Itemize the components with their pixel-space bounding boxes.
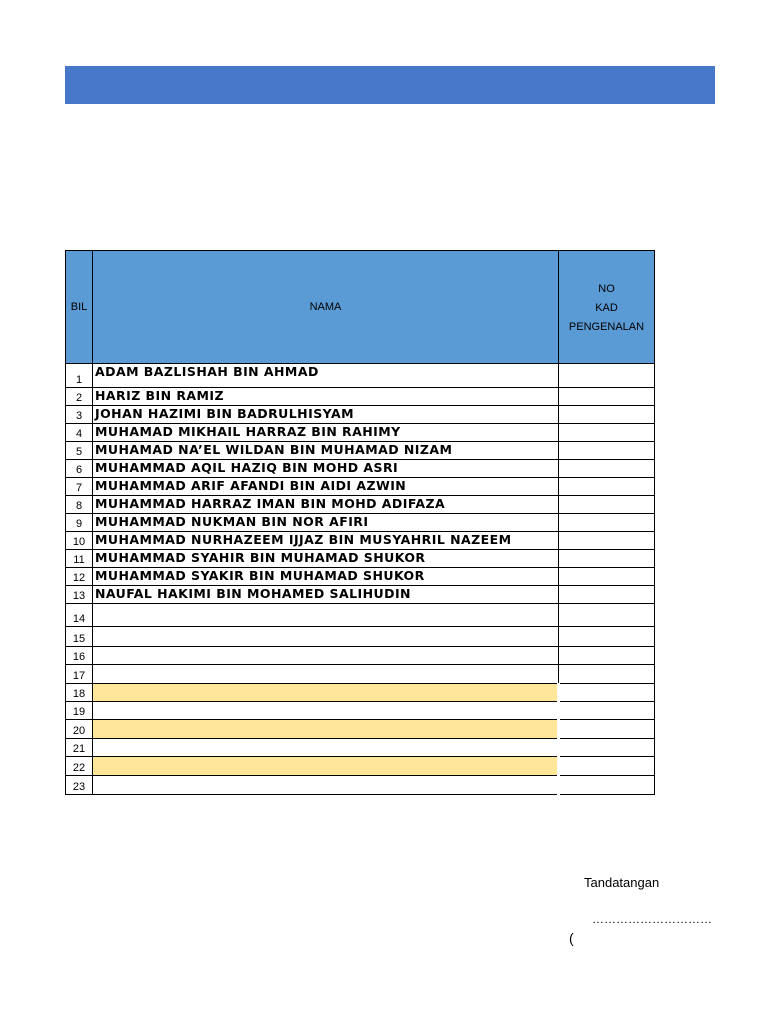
cell-bil: 16 (66, 647, 93, 665)
cell-no-kad[interactable] (559, 684, 655, 702)
cell-no-kad[interactable] (559, 720, 655, 739)
cell-no-kad[interactable] (559, 665, 655, 684)
cell-nama[interactable]: JOHAN HAZIMI BIN BADRULHISYAM (93, 406, 559, 424)
table-row (66, 496, 655, 514)
cell-nama[interactable] (93, 776, 559, 795)
cell-bil: 9 (66, 514, 93, 532)
cell-nama[interactable] (93, 739, 559, 757)
cell-nama[interactable]: MUHAMMAD SYAHIR BIN MUHAMAD SHUKOR (93, 550, 559, 568)
cell-no-kad[interactable] (559, 478, 655, 496)
cell-nama[interactable] (93, 665, 559, 684)
table-body (66, 364, 655, 795)
cell-no-kad[interactable] (559, 702, 655, 720)
table-row (66, 364, 655, 388)
cell-nama[interactable] (93, 684, 559, 702)
table-row (66, 442, 655, 460)
cell-nama[interactable]: MUHAMAD NA’EL WILDAN BIN MUHAMAD NIZAM (93, 442, 559, 460)
cell-nama[interactable]: MUHAMMAD HARRAZ IMAN BIN MOHD ADIFAZA (93, 496, 559, 514)
cell-no-kad[interactable] (559, 442, 655, 460)
cell-nama[interactable] (93, 627, 559, 647)
table-row (66, 514, 655, 532)
table-row (66, 460, 655, 478)
table-row (66, 757, 655, 776)
header-nama: NAMA (93, 251, 559, 364)
header-no-kad-pengenalan (559, 251, 655, 364)
table-row (66, 532, 655, 550)
cell-no-kad[interactable] (559, 364, 655, 388)
cell-no-kad[interactable] (559, 514, 655, 532)
table-row (66, 478, 655, 496)
cell-no-kad[interactable] (559, 739, 655, 757)
cell-bil: 13 (66, 586, 93, 604)
cell-no-kad[interactable] (559, 757, 655, 776)
header-bil: BIL (66, 251, 93, 364)
cell-bil: 6 (66, 460, 93, 478)
cell-bil: 4 (66, 424, 93, 442)
header-nokad-line1: NO (598, 282, 615, 295)
cell-nama[interactable] (93, 757, 559, 776)
cell-bil: 17 (66, 665, 93, 684)
cell-bil: 3 (66, 406, 93, 424)
cell-no-kad[interactable] (559, 568, 655, 586)
header-nokad-line2: KAD (595, 301, 618, 314)
cell-bil: 18 (66, 684, 93, 702)
table-row (66, 776, 655, 795)
cell-no-kad[interactable] (559, 496, 655, 514)
cell-bil: 7 (66, 478, 93, 496)
signature-label: Tandatangan (584, 875, 660, 890)
table-row (66, 665, 655, 684)
signature-dots: ………………………… (592, 912, 712, 926)
cell-no-kad[interactable] (559, 388, 655, 406)
cell-no-kad[interactable] (559, 647, 655, 665)
cell-nama[interactable]: MUHAMMAD NUKMAN BIN NOR AFIRI (93, 514, 559, 532)
cell-no-kad[interactable] (559, 604, 655, 627)
table-row (66, 406, 655, 424)
table-row (66, 720, 655, 739)
cell-bil: 22 (66, 757, 93, 776)
cell-no-kad[interactable] (559, 424, 655, 442)
cell-no-kad[interactable] (559, 550, 655, 568)
cell-nama[interactable] (93, 647, 559, 665)
cell-nama[interactable]: MUHAMMAD ARIF AFANDI BIN AIDI AZWIN (93, 478, 559, 496)
cell-bil: 15 (66, 627, 93, 647)
cell-no-kad[interactable] (559, 627, 655, 647)
cell-no-kad[interactable] (559, 532, 655, 550)
cell-bil: 12 (66, 568, 93, 586)
cell-no-kad[interactable] (559, 586, 655, 604)
table-row (66, 586, 655, 604)
table-row (66, 604, 655, 627)
table-row (66, 424, 655, 442)
table-row (66, 550, 655, 568)
cell-nama[interactable]: MUHAMMAD SYAKIR BIN MUHAMAD SHUKOR (93, 568, 559, 586)
header-banner (65, 66, 715, 104)
cell-bil: 19 (66, 702, 93, 720)
cell-bil: 5 (66, 442, 93, 460)
table-row (66, 684, 655, 702)
cell-nama[interactable]: MUHAMMAD NURHAZEEM IJJAZ BIN MUSYAHRIL NAZEEM (93, 532, 559, 550)
student-table (65, 250, 655, 795)
cell-bil: 20 (66, 720, 93, 739)
cell-bil: 21 (66, 739, 93, 757)
cell-bil: 1 (66, 364, 93, 388)
cell-no-kad[interactable] (559, 406, 655, 424)
cell-bil: 14 (66, 604, 93, 627)
cell-bil: 11 (66, 550, 93, 568)
cell-nama[interactable]: HARIZ BIN RAMIZ (93, 388, 559, 406)
cell-nama[interactable]: MUHAMMAD AQIL HAZIQ BIN MOHD ASRI (93, 460, 559, 478)
table-row (66, 568, 655, 586)
table-row (66, 739, 655, 757)
table-row (66, 388, 655, 406)
cell-bil: 23 (66, 776, 93, 795)
cell-nama[interactable]: ADAM BAZLISHAH BIN AHMAD (93, 364, 559, 388)
cell-nama[interactable] (93, 604, 559, 627)
cell-nama[interactable]: NAUFAL HAKIMI BIN MOHAMED SALIHUDIN (93, 586, 559, 604)
cell-nama[interactable] (93, 720, 559, 739)
table-header-row (66, 251, 655, 364)
table-row (66, 647, 655, 665)
cell-bil: 10 (66, 532, 93, 550)
cell-nama[interactable] (93, 702, 559, 720)
table-row (66, 627, 655, 647)
cell-nama[interactable]: MUHAMAD MIKHAIL HARRAZ BIN RAHIMY (93, 424, 559, 442)
table-row (66, 702, 655, 720)
signature-name-bracket: ( (569, 930, 574, 946)
cell-bil: 8 (66, 496, 93, 514)
header-nokad-line3: PENGENALAN (568, 320, 645, 333)
cell-no-kad[interactable] (559, 460, 655, 478)
cell-bil: 2 (66, 388, 93, 406)
cell-no-kad[interactable] (559, 776, 655, 795)
